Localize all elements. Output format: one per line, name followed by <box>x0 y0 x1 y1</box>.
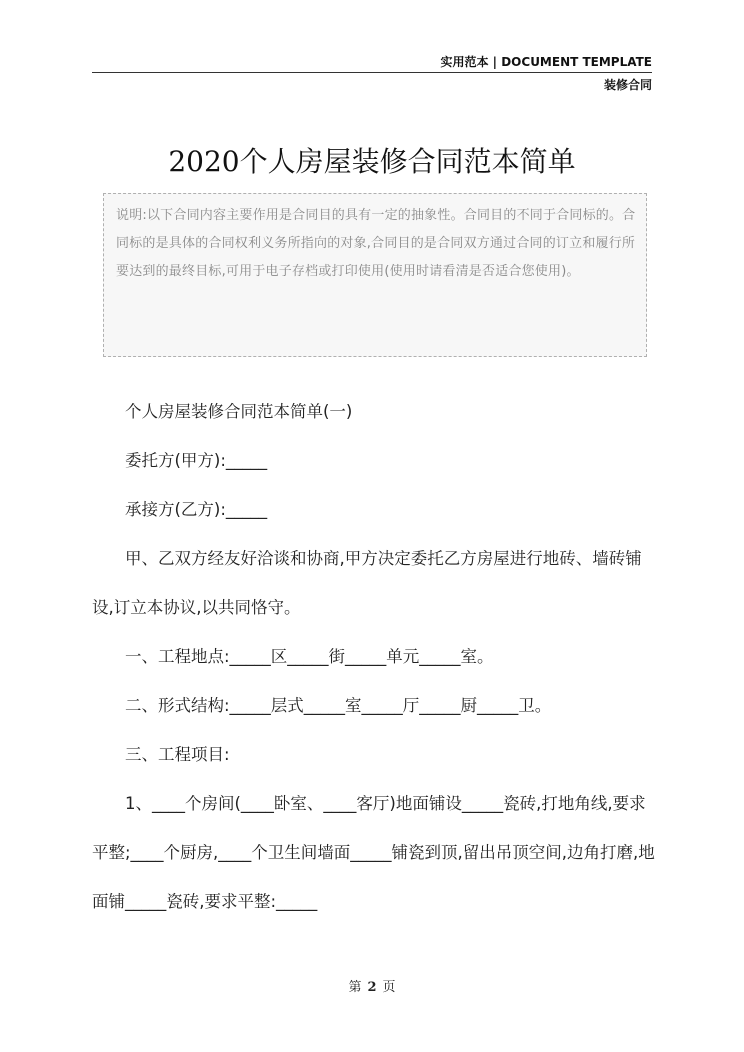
note-text: 说明:以下合同内容主要作用是合同目的具有一定的抽象性。合同目的不同于合同标的。合同标的是具体的合同权利义务所指向的对象,合同目的是合同双方通过合同的订立和履行所要达到的最终目标,可用于电子存档或打印使用(使用时请看清是否适合您使用)。 <box>116 208 636 279</box>
page-value: 2 <box>367 980 377 995</box>
party-a-line: 委托方(甲方):_____ <box>125 451 268 470</box>
contract-body <box>92 387 655 926</box>
page-number <box>0 976 744 995</box>
page-suffix: 页 <box>382 980 396 995</box>
document-title: 2020个人房屋装修合同范本简单 <box>168 145 576 178</box>
clause-item-1: 1、____个房间(____卧室、____客厅)地面铺设_____瓷砖,打地角线,要求平整;____个厨房,____个卫生间墙面_____铺瓷到顶,留出吊顶空间,边角打磨,地面铺_____瓷砖,要求平整:_____ <box>92 794 655 911</box>
page-prefix: 第 <box>348 980 362 995</box>
clause-structure: 二、形式结构:_____层式_____室_____厅_____厨_____卫。 <box>125 696 552 715</box>
clause-items-heading: 三、工程项目: <box>125 745 230 764</box>
party-b-line: 承接方(乙方):_____ <box>125 500 268 519</box>
clause-location: 一、工程地点:_____区_____街_____单元_____室。 <box>125 647 494 666</box>
header-category: 装修合同 <box>603 78 652 92</box>
note-box <box>103 193 647 357</box>
header-template-label: 实用范本 | DOCUMENT TEMPLATE <box>440 55 652 69</box>
section-heading: 个人房屋装修合同范本简单(一) <box>125 402 353 421</box>
header-divider <box>92 72 652 73</box>
agreement-paragraph: 甲、乙双方经友好洽谈和协商,甲方决定委托乙方房屋进行地砖、墙砖铺设,订立本协议,以共同恪守。 <box>92 549 642 617</box>
